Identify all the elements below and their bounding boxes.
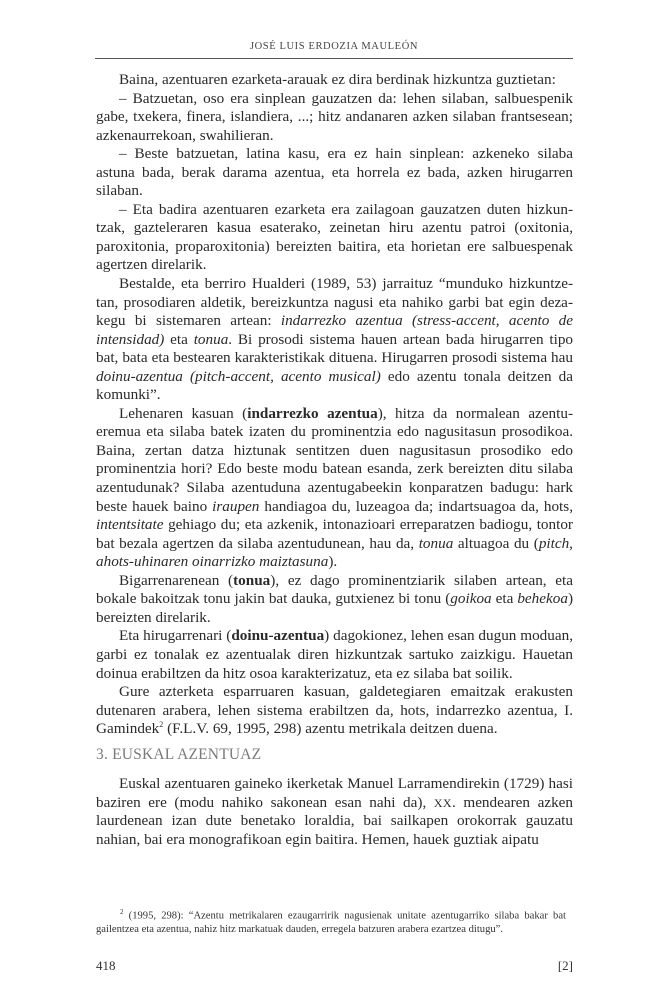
- text-run: gehiago du; eta azkenik, intonazioari erreparatzen badiogu, tontor bat bezala agertzen da silaba azentudunean, hau da,: [96, 516, 573, 552]
- paragraph-1: Baina, azentuaren ezarketa-arauak ez dira berdinak hizkuntza guztietan:: [119, 71, 556, 88]
- text-run: handiagoa du, luzeagoa da; indartsuagoa da, hots,: [259, 497, 573, 515]
- header-rule: [95, 58, 573, 59]
- text-run: Bestalde, eta berriro Hualderi (1989, 53) jarraituz “munduko hizkuntzetan, prosodiaren aldetik, bereizkuntza nagusi eta nahiko garbi bat egin dezakegu bi sistemaren artean:: [96, 275, 573, 330]
- text-run: eta: [164, 330, 194, 348]
- page-number: 418: [96, 958, 116, 973]
- running-head: JOSÉ LUIS ERDOZIA MAULEÓN: [249, 41, 419, 52]
- bold-term: tonua: [233, 571, 271, 589]
- paragraph-2: – Batzuetan, oso era sinplean gauzatzen da: lehen silaban, salbuespenik gabe, txekera, finera, islandiera, ...; hitz andanaren azken silaban frantsesean; azkenaurrekoan, swahilieran.: [96, 89, 573, 144]
- italic-term: tonua: [418, 534, 454, 552]
- century-numeral: XX: [433, 795, 452, 810]
- italic-term: behekoa: [517, 590, 568, 608]
- text-run: ) bereizten direlarik.: [96, 590, 573, 626]
- paragraph-7: [96, 572, 573, 628]
- text-run: Lehenaren kasuan (: [119, 404, 248, 422]
- section-paragraph-1: [96, 775, 573, 849]
- text-run: (F.L.V. 69, 1995, 298) azentu metrikala deitzen duena.: [163, 720, 498, 738]
- footnote: [96, 906, 566, 937]
- italic-term: iraupen: [212, 497, 260, 515]
- text-run: . mendearen azken laurdenean izan dute benetako loraldia, bai sailkapen orokorrak gauzatu nahian, bai era monografikoan egin baitira. Hemen, hauek guztiak aipatu: [96, 793, 574, 848]
- text-run: ) dagokionez, lehen esan dugun moduan, garbi ez tonalak ez azentualak diren hizkuntzak sartuko zaizkigu. Hauetan doinua erabiltzen da hitz osoa karakterizatuz, eta ez silaba bat soilik.: [96, 627, 573, 682]
- paragraph-8: [96, 627, 573, 683]
- body-text: [96, 71, 573, 739]
- text-run: . Bi prosodi sistema hauen artean bada hirugarren tipo bat, bata eta bestearen karakteristikak dituena. Hirugarren prosodi sistema hau: [96, 330, 574, 367]
- paragraph-4: – Eta badira azentuaren ezarketa era zailagoan gauzatzen duten hizkuntzak, gazteleraren kasua esaterako, zeinetan hiru azentu patroi (oxitonia, paroxitonia, proparoxitonia) bereizten baitira, eta horietan ere salbuespenak agertzen direlarik.: [96, 200, 573, 274]
- section-heading: 3. EUSKAL AZENTUAZ: [96, 746, 262, 763]
- footnote-text: (1995, 298): “Azentu metrikalaren ezaugarririk nagusienak unitate azentugarriko silaba bakar bat gailentzea eta azentua, nahiz hitz markatuak dauden, erregela batzuren arabera ezartzea ditugu”.: [96, 910, 566, 936]
- bold-term: indarrezko azentua: [247, 404, 378, 422]
- paragraph-6: [96, 405, 573, 572]
- italic-term: doinu-azentua (pitch-accent, acento musical): [96, 367, 381, 385]
- paragraph-9: [96, 683, 573, 739]
- text-run: eta: [491, 590, 518, 608]
- footnote-number: 2: [120, 908, 124, 916]
- paragraph-5: [96, 275, 573, 405]
- footnote-reference[interactable]: 2: [159, 720, 164, 730]
- italic-term: tonua: [193, 330, 229, 348]
- text-run: ).: [328, 553, 338, 571]
- italic-term: indarrezko azentua (stress-accent, acento de intensidad): [96, 312, 573, 348]
- paragraph-3: – Beste batzuetan, latina kasu, era ez hain sinplean: azkeneko silaba astuna bada, berak darama azentua, eta horrela ez bada, azken hirugarren silaban.: [96, 145, 573, 200]
- italic-term: goikoa: [450, 590, 492, 608]
- text-run: Euskal azentuaren gaineko ikerketak Manuel Larramendirekin (1729) hasi baziren ere (modu nahiko sakonean esan nahi da),: [96, 775, 573, 811]
- footnote-2: [96, 906, 566, 937]
- text-run: altuagoa du (: [453, 534, 539, 552]
- italic-term: pitch, ahots-uhinaren oinarrizko maiztasuna: [96, 534, 573, 571]
- text-run: Bigarrenarenean (: [119, 571, 234, 589]
- text-run: edo azentu tonala deitzen da komunki”.: [96, 367, 574, 404]
- bold-term: doinu-azentua: [231, 627, 325, 645]
- italic-term: intentsitate: [96, 516, 164, 534]
- section-body-text: [96, 775, 573, 849]
- text-run: Eta hirugarrenari (: [119, 627, 232, 645]
- text-run: Gure azterketa esparruaren kasuan, galdetegiaren emaitzak erakusten dutenaren arabera, lehen sistema erabiltzen da, hots, indarrezko azentua, I. Gamindek: [96, 683, 573, 738]
- text-run: ), hitza da normalean azentu-eremua eta silaba batek izaten du prominentzia edo nagusitasun prosodikoa. Baina, zertan datza hiztunak sentitzen duen nagusitasun prosodiko edo prominentzia hori? Edo beste modu batean esanda, zerk bereizten ditu silaba azentudunak? Silaba azentuduna azentugabeekin konparatzen badugu: hark beste hauek baino: [96, 404, 574, 515]
- page-index-bracket: [2]: [557, 958, 573, 973]
- text-run: ), ez dago prominentziarik silaben artean, eta bokale bakoitzak tonu jakin bat dauka, gutxienez bi tonu (: [96, 571, 574, 608]
